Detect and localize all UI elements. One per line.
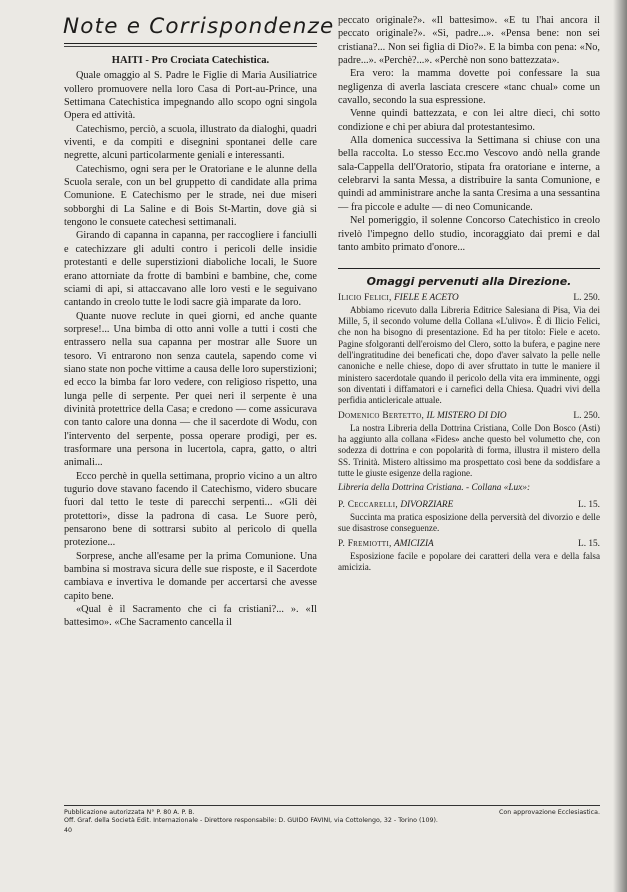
book-title: IL MISTERO DI DIO xyxy=(426,410,507,421)
book-review: Esposizione facile e popolare dei caratteri della vera e della falsa amicizia. xyxy=(338,551,600,573)
book-price: L. 15. xyxy=(578,499,600,510)
collection-title: Libreria della Dottrina Cristiana. - Collana «Lux»: xyxy=(338,483,531,494)
article-paragraph: Era vero: la mamma dovette poi confessare la sua negligenza di averla lasciata crescere «tanc chual» come un cavallo, secondo la sua espressione. xyxy=(338,68,600,107)
page-number: 40 xyxy=(64,827,73,834)
book-entry-header xyxy=(338,292,600,305)
title-rule-thin xyxy=(64,46,317,47)
book-review: Succinta ma pratica esposizione della perversità del divorzio e delle sue disastrose conseguenze. xyxy=(338,512,600,534)
footer-authorization: Pubblicazione autorizzata N° P. 80 A. P. B. xyxy=(64,809,195,816)
section-title: Omaggi pervenuti alla Direzione. xyxy=(366,275,572,289)
article-paragraph: Venne quindi battezzata, e con lei altre dieci, chi sotto condizione e chi per abiura dal protestantesimo. xyxy=(338,108,600,133)
book-price: L. 15. xyxy=(578,538,600,549)
book-price: L. 250. xyxy=(573,410,600,421)
footer-approval: Con approvazione Ecclesiastica. xyxy=(499,809,600,816)
article-paragraph: Nel pomeriggio, il solenne Concorso Catechistico in creolo rivelò l'impegno dello studio, incoraggiato dai premi e dal tanto ambito primato d'onore... xyxy=(338,215,600,253)
article-paragraph: Catechismo, perciò, a scuola, illustrato da dialoghi, quadri viventi, e da compiti e disegnini spontanei delle care negrette, alcuni particolarmente geniali e interessanti. xyxy=(64,123,317,162)
title-rule xyxy=(64,43,317,44)
article-paragraph: Ecco perchè in quella settimana, proprio vicino a un altro tugurio dove stavano facendo il Catechismo, videro sbucare fuori dal tetto le teste di parecchi serpenti... «Gli dèi protettori», disse la padrona di casa. Le Suore però, pensarono bene di sottrarsi subito al pericolo di quella protezione... xyxy=(64,470,317,549)
book-author: P. Ceccarelli, xyxy=(338,499,399,510)
article-paragraph: Sorprese, anche all'esame per la prima Comunione. Una bambina si mostrava sicura delle sue risposte, e il Sacerdote cambiava e invertiva le domande per accertarsi che avesse capito bene. xyxy=(64,550,317,602)
article-subhead: HAITI - Pro Crociata Catechistica. xyxy=(111,55,270,66)
book-title: FIELE E ACETO xyxy=(394,292,459,303)
page-title: Note e Corrispondenze xyxy=(63,14,335,39)
book-entry-header xyxy=(338,410,600,423)
book-entry-header xyxy=(338,499,600,512)
section-rule xyxy=(338,268,600,269)
article-paragraph: «Qual è il Sacramento che ci fa cristiani?... ». «Il battesimo». «Che Sacramento cancella il xyxy=(64,604,317,629)
article-paragraph: Catechismo, ogni sera per le Oratoriane e le alunne della Scuola serale, con un bel gruppetto di candidate alla prima Comunione. E Catechismo per le strade, nei due miseri sobborghi di La Saline e di Bois St-Martin, dove già si tengono le consuete catechesi settimanali. xyxy=(64,163,317,229)
footer-publisher: Off. Graf. della Società Edit. Internazionale - Direttore responsabile: D. GUIDO FAVINI, via Cottolengo, 32 - Torino (109). xyxy=(64,817,438,824)
left-column xyxy=(63,14,335,630)
page-footer xyxy=(64,805,600,835)
right-column xyxy=(338,14,600,574)
article-paragraph: Quale omaggio al S. Padre le Figlie di Maria Ausiliatrice vollero promuovere nella loro Casa di Port-au-Prince, una Settimana Catechistica impegnando allo scopo ogni singola Opera ed attività. xyxy=(64,70,317,122)
article-paragraph: Alla domenica successiva la Settimana si chiuse con una bella raccolta. Lo stesso Ecc.mo Vescovo andò nella grande sala-Cappella dell'Oratorio, stipata fra oratoriane e interne, a celebrarvi la santa Messa, a distribuire la santa Comunione, e quindi ad amministrare anche la santa Cresima a una sessantina — fra piccole e adulte — di neo Comunicande. xyxy=(338,135,600,213)
book-price: L. 250. xyxy=(573,292,600,303)
book-entry-header xyxy=(338,538,600,551)
binding-shadow xyxy=(613,0,627,892)
article-paragraph: Girando di capanna in capanna, per raccogliere i fanciulli e catechizzare gli adulti contro i pericoli delle insidie protestanti e delle superstizioni diaboliche locali, le Suore erano attorniate da frotte di bambini e bambine, che, come sciami di api, si attaccavano alle loro vesti e le seguivano cantando in creolo tutte le lodi sacre già imparate da loro. xyxy=(64,230,317,309)
book-author: P. Fremiotti, xyxy=(338,538,392,549)
book-title: DIVORZIARE xyxy=(400,499,454,510)
article-paragraph: Quante nuove reclute in quei giorni, ed anche quante sorprese!... Una bimba di otto anni volle a tutti i costi che entrassero nella sua capanna per mostrar alle Suore un tesoro. Vi entrarono non senza cautela, sapendo come vi siano state non poche vittime a causa delle loro superstizioni; ed ecco la bimba far loro vedere, con religioso rispetto, una lunga pelle di serpente. Per quei neri il serpente è una divinità protettrice della Casa; e credono — come assicurava con tanto calore una donna — che il sacerdote di Wodu, con l'intervento del serpente, possa operare prodigi, per es. trasformare una persona in lucertola, capra, gatto, o altri animali... xyxy=(64,310,317,469)
book-author: Ilicio Felici, xyxy=(338,292,392,303)
article-paragraph: peccato originale?». «Il battesimo». «E tu l'hai ancora il peccato originale?». «Sì, padre...». «Pensa bene: non sei cristiana?... Non sei figlia di Dio?». E la bimba con pena: «No, padre...». «Perchè?...». «Perchè non sono battezzata». xyxy=(338,15,600,67)
collection-header xyxy=(338,482,600,495)
book-title: AMICIZIA xyxy=(393,538,434,549)
book-review: La nostra Libreria della Dottrina Cristiana, Colle Don Bosco (Asti) ha aggiunto alla collana «Fides» anche questo bel volumetto che, con sodezza di dottrina e con popolarità di forma, illustra il mistero della SS. Trinità. Mistero altissimo ma prospettato così bene da soddisfare a tutte le giuste esigenze della ragione. xyxy=(338,422,600,479)
book-review: Abbiamo ricevuto dalla Libreria Editrice Salesiana di Pisa, Via dei Mille, 5, il secondo volume della Collana «L'ulivo». È di Ilicio Felici, che non ha bisogno di presentazione. Ed ha per titolo: Fiele e aceto. Pagine sfolgoranti dell'eroismo del Clero, sotto la bufera, e pagine nere dell'ingratitudine dei beneficati che, dopo d'aver salvato la pelle nelle canoniche e nelle chiese, dopo di aver sfruttato in tutte le maniere il ministero sacerdotale quando il pericolo della vita era imminente, oggi son diventati i diffamatori e i carnefici della Chiesa. Quadri vivi della perfidia anticlericale attuale. xyxy=(338,304,600,406)
book-author: Domenico Bertetto, xyxy=(338,410,425,421)
